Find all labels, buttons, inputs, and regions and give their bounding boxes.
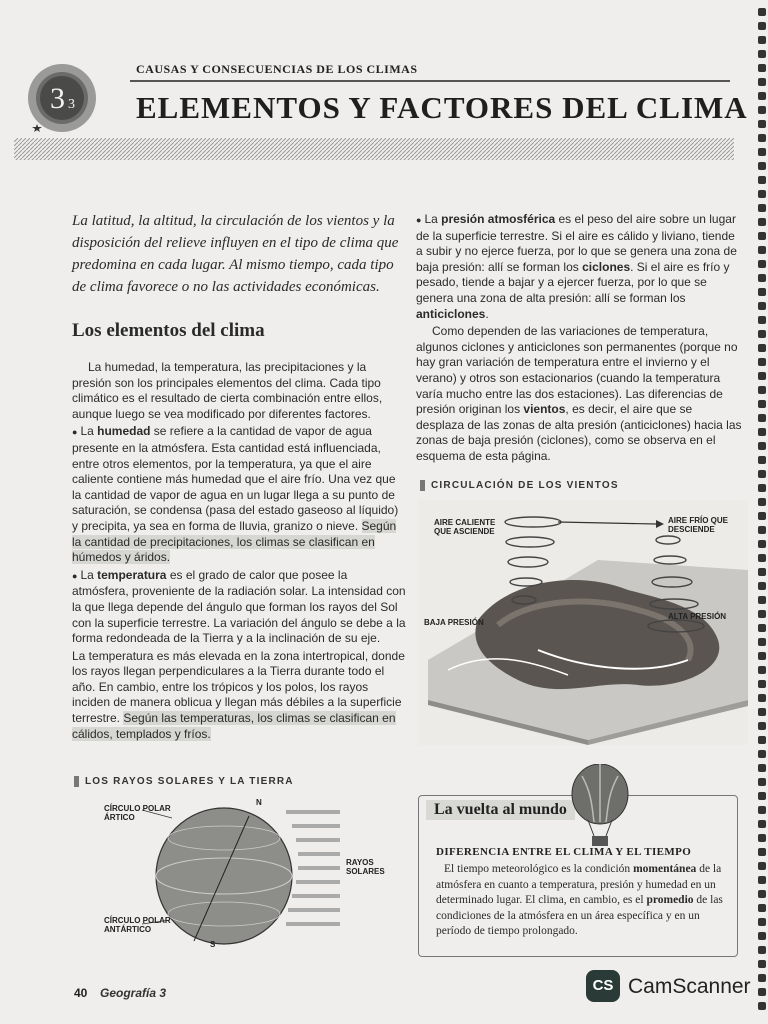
binding-hole [758, 428, 766, 436]
binding-hole [758, 904, 766, 912]
binding-hole [758, 568, 766, 576]
binding-hole [758, 974, 766, 982]
binding-hole [758, 358, 766, 366]
highlighted-text: Según las temperaturas, los climas se clasifican en cálidos, templados y fríos. [72, 711, 396, 741]
binding-hole [758, 694, 766, 702]
binding-hole [758, 344, 766, 352]
spiral-binding [754, 0, 768, 1024]
paragraph-temperature: ● La temperatura es el grado de calor que posee la atmósfera, proveniente de la radiación solar. La intensidad con la que llega depende del ángulo que forman los rayos del Sol con la superficie terrestre. La variación del ángulo se debe a la forma redondeada de la Tierra y a la inclinación de su eje. [72, 567, 406, 646]
binding-hole [758, 134, 766, 142]
north-label: N [256, 798, 262, 807]
binding-hole [758, 806, 766, 814]
binding-hole [758, 666, 766, 674]
binding-hole [758, 498, 766, 506]
binding-hole [758, 274, 766, 282]
binding-hole [758, 932, 766, 940]
camscanner-watermark: CamScanner [628, 975, 751, 998]
binding-hole [758, 386, 766, 394]
binding-hole [758, 554, 766, 562]
south-label: S [210, 940, 216, 949]
binding-hole [758, 708, 766, 716]
cold-air-label: AIRE FRÍO QUE DESCIENDE [668, 516, 729, 534]
binding-hole [758, 218, 766, 226]
bullet-icon: ● [416, 215, 422, 225]
binding-hole [758, 190, 766, 198]
sun-rays-label: RAYOS SOLARES [346, 858, 385, 876]
binding-hole [758, 736, 766, 744]
low-pressure-label: BAJA PRESIÓN [424, 618, 484, 627]
header-hatch-band [14, 138, 734, 162]
binding-hole [758, 204, 766, 212]
camscanner-logo-icon: CS [586, 970, 620, 1002]
binding-hole [758, 470, 766, 478]
binding-hole [758, 610, 766, 618]
winds-figure-title: CIRCULACIÓN DE LOS VIENTOS [420, 480, 742, 496]
binding-hole [758, 540, 766, 548]
section-number: 3 [50, 82, 65, 115]
binding-hole [758, 876, 766, 884]
binding-hole [758, 302, 766, 310]
binding-hole [758, 64, 766, 72]
binding-hole [758, 526, 766, 534]
binding-hole [758, 596, 766, 604]
binding-hole [758, 8, 766, 16]
chapter-subtitle: CAUSAS Y CONSECUENCIAS DE LOS CLIMAS [136, 62, 418, 76]
warm-air-label: AIRE CALIENTE QUE ASCIENDE [434, 518, 496, 536]
book-name: Geografía 3 [100, 986, 167, 1000]
paragraph-humidity: ● La humedad se refiere a la cantidad de vapor de agua presente en la atmósfera. Esta cantidad está influenciada, entre otros elementos, por la temperatura, ya que el aire caliente contiene más humedad que el aire frío. Una vez que la cantidad de vapor de agua en un lugar llega a su punto de saturación, se condensa (pasa del estado gaseoso al líquido) y precipita, ya sea en forma de lluvia, granizo o nieve. Según la cantidad de precipitaciones, los climas se clasifican en húmedos y áridos. [72, 424, 399, 565]
winds-figure [418, 500, 748, 745]
binding-hole [758, 624, 766, 632]
high-pressure-label: ALTA PRESIÓN [668, 612, 727, 621]
binding-hole [758, 148, 766, 156]
binding-hole [758, 92, 766, 100]
binding-hole [758, 456, 766, 464]
binding-hole [758, 946, 766, 954]
binding-hole [758, 512, 766, 520]
binding-hole [758, 848, 766, 856]
binding-hole [758, 176, 766, 184]
binding-hole [758, 372, 766, 380]
binding-hole [758, 22, 766, 30]
binding-hole [758, 246, 766, 254]
binding-hole [758, 414, 766, 422]
binding-hole [758, 652, 766, 660]
binding-hole [758, 162, 766, 170]
page-title: ELEMENTOS Y FACTORES DEL CLIMA [136, 90, 748, 125]
bullet-icon: ● [72, 570, 78, 581]
paragraph-winds: Como dependen de las variaciones de temperatura, algunos ciclones y anticiclones son permanentes (porque no hay gran variación de temperatura entre el invierno y el verano) y otros son estacionarios (cuando la temperatura varía mucho entre las dos estaciones). Las diferencias de presión originan los vientos, es decir, el aire que se desplaza de las zonas de alta presión (anticiclones) hacia las zonas de baja presión (ciclones), como se observa en el esquema de esta página. [416, 324, 742, 463]
section-heading: Los elementos del clima [72, 320, 265, 341]
callout-text: El tiempo meteorológico es la condición momentánea de la atmósfera en cuanto a temperatura, presión y humedad en un determinado lugar. El clima, en cambio, es el promedio de las condiciones de la atmósfera en un área específica y en un período de tiempo prolongado. [436, 863, 723, 937]
binding-hole [758, 834, 766, 842]
binding-hole [758, 288, 766, 296]
binding-hole [758, 260, 766, 268]
right-column [416, 212, 742, 467]
binding-hole [758, 106, 766, 114]
binding-hole [758, 36, 766, 44]
arctic-circle-label: CÍRCULO POLAR ÁRTICO [104, 804, 171, 822]
left-column [72, 360, 406, 744]
binding-hole [758, 820, 766, 828]
binding-hole [758, 484, 766, 492]
binding-hole [758, 330, 766, 338]
binding-hole [758, 918, 766, 926]
binding-hole [758, 792, 766, 800]
paragraph-elements: La humedad, la temperatura, las precipitaciones y la presión son los principales elementos del clima. Cada tipo climático es el resultado de cierta combinación entre ellos, aunque luego se vea modificado por diferentes factores. [72, 360, 383, 421]
binding-hole [758, 1002, 766, 1010]
callout-box-tab: La vuelta al mundo [426, 800, 575, 820]
highlighted-text: Según la cantidad de precipitaciones, los climas se clasifican en húmedos y áridos. [72, 518, 397, 565]
binding-hole [758, 750, 766, 758]
sun-rays-figure [74, 796, 385, 956]
binding-hole [758, 400, 766, 408]
sun-rays-icon [286, 810, 340, 926]
binding-hole [758, 862, 766, 870]
binding-hole [758, 50, 766, 58]
binding-hole [758, 778, 766, 786]
hot-air-balloon-icon [568, 764, 632, 848]
binding-hole [758, 764, 766, 772]
bullet-icon: ● [72, 427, 78, 438]
binding-hole [758, 78, 766, 86]
binding-hole [758, 890, 766, 898]
binding-hole [758, 638, 766, 646]
paragraph-pressure: ● La presión atmosférica es el peso del aire sobre un lugar de la superficie terrestre. Si el aire es cálido y liviano, tiende a subir y no ejerce fuerza, por lo que se genera una zona de baja presión: allí se forman los ciclones. Si el aire es frío y pesado, tiende a bajar y a ejercer fuerza, por lo que se genera una zona de alta presión: allí se forman los anticiclones. [416, 212, 737, 321]
intro-paragraph: La latitud, la altitud, la circulación de los vientos y la disposición del relieve influyen en el tipo de clima que predomina en cada lugar. Al mismo tiempo, cada tipo de clima favorece o no las actividades económicas. [72, 213, 399, 295]
binding-hole [758, 988, 766, 996]
antarctic-circle-label: CÍRCULO POLAR ANTÁRTICO [104, 916, 171, 934]
header-rule [130, 80, 730, 82]
binding-hole [758, 960, 766, 968]
paragraph-intertropical: La temperatura es más elevada en la zona intertropical, donde los rayos llegan perpendiculares a la Tierra durante todo el año. En cambio, entre los trópicos y los polos, los rayos inciden de manera oblicua y llegan más débiles a la superficie terrestre. Según las temperaturas, los climas se clasifican en cálidos, templados y fríos. [72, 648, 405, 741]
binding-hole [758, 582, 766, 590]
section-badge-icon [22, 60, 104, 138]
binding-hole [758, 232, 766, 240]
binding-hole [758, 316, 766, 324]
binding-hole [758, 680, 766, 688]
section-subnumber: 3 [68, 97, 75, 112]
binding-hole [758, 442, 766, 450]
page-number: 40 [74, 986, 88, 1000]
binding-hole [758, 722, 766, 730]
binding-hole [758, 120, 766, 128]
sun-rays-figure-title: LOS RAYOS SOLARES Y LA TIERRA [74, 776, 376, 792]
callout-heading: DIFERENCIA ENTRE EL CLIMA Y EL TIEMPO [436, 846, 692, 858]
